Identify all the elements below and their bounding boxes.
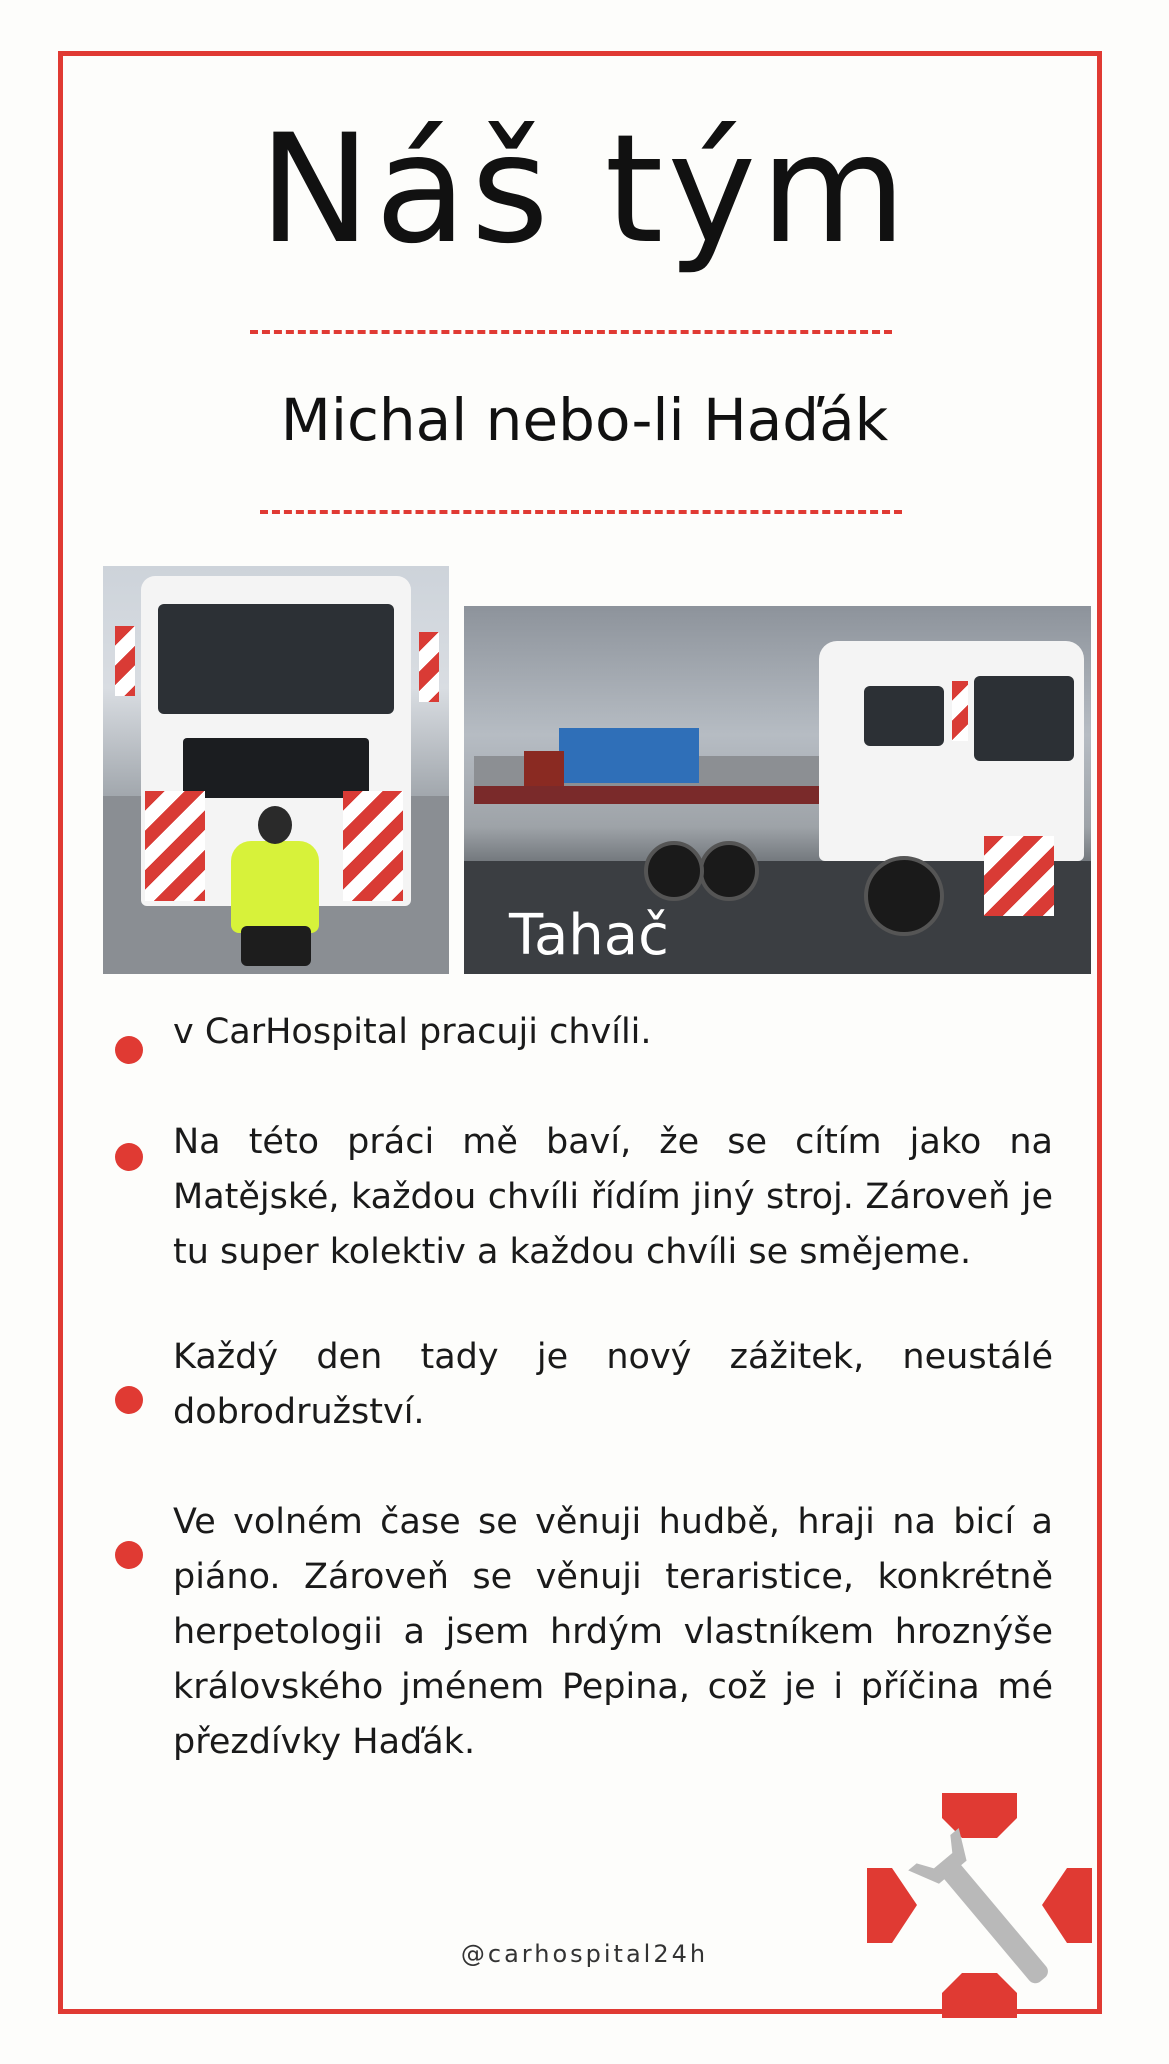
carhospital-logo-icon (867, 1793, 1092, 2018)
list-item-text: Na této práci mě baví, že se cítím jako na Matějské, každou chvíli řídím jiný stroj. Zároveň je tu super kolektiv a každou chvíli se smějeme. (173, 1122, 1053, 1272)
page-title: Náš tým (258, 103, 911, 277)
photo-person-with-truck (103, 566, 449, 974)
list-item-text: Každý den tady je nový zážitek, neustálé dobrodružství. (173, 1337, 1053, 1432)
social-handle: @carhospital24h (460, 1940, 709, 1968)
photo-caption: Tahač (509, 903, 669, 968)
bullet-dot-icon (115, 1036, 143, 1064)
member-name: Michal nebo-li Haďák (280, 386, 889, 454)
title-divider (250, 330, 892, 334)
list-item-text: Ve volném čase se věnuji hudbě, hraji na bicí a piáno. Zároveň se věnuji teraristice, konkrétně herpetologii a jsem hrdým vlastníkem hroznýše královského jménem Pepina, což je i příčina mé přezdívky Haďák. (173, 1502, 1053, 1762)
subtitle-divider (260, 510, 902, 514)
bullet-dot-icon (115, 1386, 143, 1414)
bullet-dot-icon (115, 1541, 143, 1569)
list-item-text: v CarHospital pracuji chvíli. (173, 1012, 652, 1052)
bullet-dot-icon (115, 1143, 143, 1171)
photo-tow-truck (464, 606, 1091, 974)
